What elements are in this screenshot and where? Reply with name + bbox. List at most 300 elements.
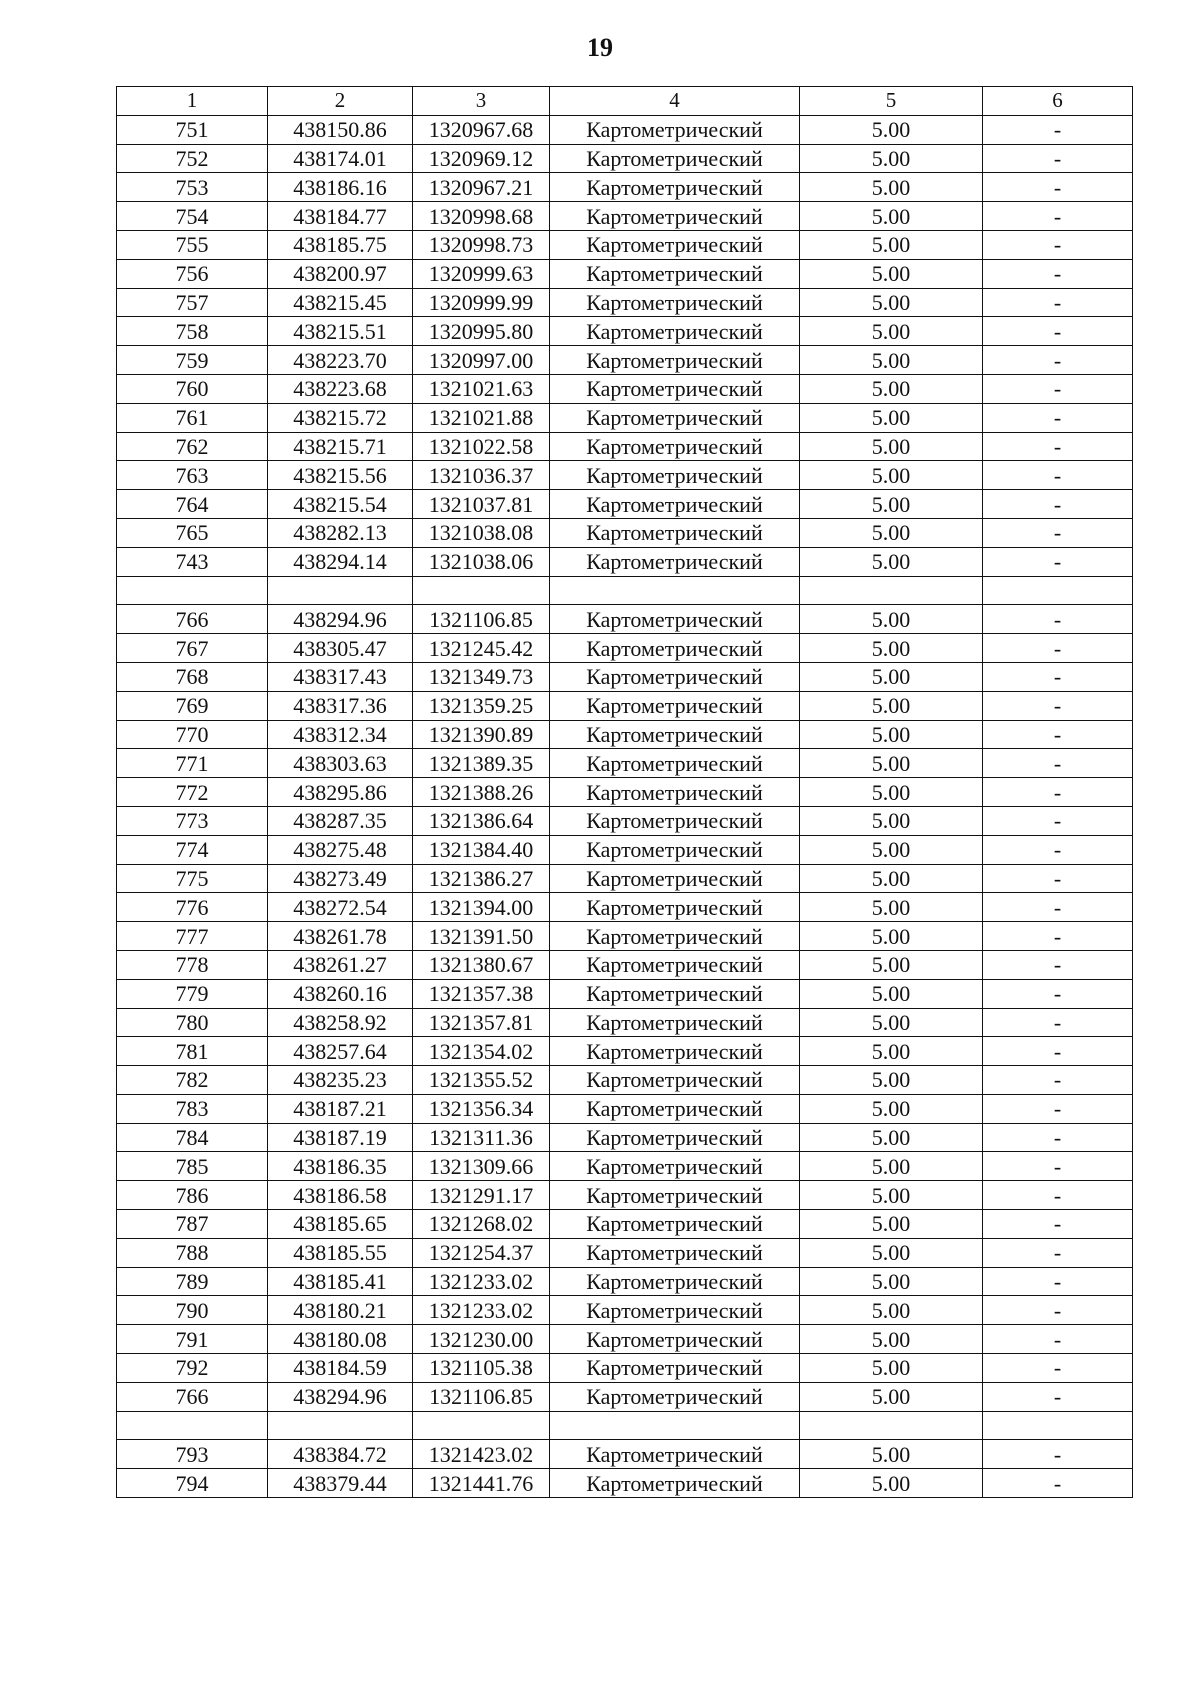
note-cell: - (983, 403, 1133, 432)
accuracy-cell: 5.00 (800, 749, 983, 778)
y-coordinate-cell: 1321291.17 (413, 1181, 550, 1210)
point-number-cell (117, 1411, 268, 1440)
method-cell: Картометрический (550, 1440, 800, 1469)
method-cell: Картометрический (550, 403, 800, 432)
y-coordinate-cell: 1321254.37 (413, 1238, 550, 1267)
method-cell: Картометрический (550, 979, 800, 1008)
note-cell: - (983, 1440, 1133, 1469)
table-row (117, 1382, 1133, 1411)
table-row (117, 950, 1133, 979)
y-coordinate-cell: 1321309.66 (413, 1152, 550, 1181)
point-number-cell: 770 (117, 720, 268, 749)
point-number-cell: 761 (117, 403, 268, 432)
x-coordinate-cell: 438215.54 (268, 490, 413, 519)
accuracy-cell: 5.00 (800, 1210, 983, 1239)
accuracy-cell: 5.00 (800, 317, 983, 346)
table-row (117, 922, 1133, 951)
y-coordinate-cell: 1321106.85 (413, 1382, 550, 1411)
x-coordinate-cell: 438294.96 (268, 1382, 413, 1411)
note-cell: - (983, 605, 1133, 634)
x-coordinate-cell: 438317.43 (268, 662, 413, 691)
table-row (117, 547, 1133, 576)
accuracy-cell: 5.00 (800, 893, 983, 922)
header-row (117, 87, 1133, 116)
x-coordinate-cell: 438187.21 (268, 1094, 413, 1123)
note-cell: - (983, 806, 1133, 835)
y-coordinate-cell: 1321356.34 (413, 1094, 550, 1123)
method-cell: Картометрический (550, 1238, 800, 1267)
x-coordinate-cell: 438282.13 (268, 518, 413, 547)
y-coordinate-cell: 1321230.00 (413, 1325, 550, 1354)
x-coordinate-cell: 438223.70 (268, 346, 413, 375)
point-number-cell: 753 (117, 173, 268, 202)
point-number-cell: 791 (117, 1325, 268, 1354)
note-cell: - (983, 662, 1133, 691)
point-number-cell: 760 (117, 374, 268, 403)
accuracy-cell: 5.00 (800, 403, 983, 432)
method-cell: Картометрический (550, 1469, 800, 1498)
accuracy-cell: 5.00 (800, 691, 983, 720)
note-cell: - (983, 1325, 1133, 1354)
note-cell: - (983, 1238, 1133, 1267)
point-number-cell: 756 (117, 259, 268, 288)
x-coordinate-cell: 438261.78 (268, 922, 413, 951)
accuracy-cell (800, 576, 983, 605)
x-coordinate-cell: 438294.14 (268, 547, 413, 576)
y-coordinate-cell: 1320969.12 (413, 144, 550, 173)
method-cell: Картометрический (550, 490, 800, 519)
method-cell: Картометрический (550, 461, 800, 490)
accuracy-cell: 5.00 (800, 950, 983, 979)
method-cell (550, 1411, 800, 1440)
table-row (117, 1325, 1133, 1354)
point-number-cell: 754 (117, 202, 268, 231)
table-row (117, 374, 1133, 403)
accuracy-cell: 5.00 (800, 1008, 983, 1037)
table-row (117, 230, 1133, 259)
x-coordinate-cell (268, 1411, 413, 1440)
x-coordinate-cell: 438272.54 (268, 893, 413, 922)
y-coordinate-cell: 1321380.67 (413, 950, 550, 979)
y-coordinate-cell: 1321359.25 (413, 691, 550, 720)
point-number-cell: 769 (117, 691, 268, 720)
x-coordinate-cell: 438275.48 (268, 835, 413, 864)
accuracy-cell: 5.00 (800, 432, 983, 461)
method-cell: Картометрический (550, 317, 800, 346)
accuracy-cell: 5.00 (800, 490, 983, 519)
accuracy-cell: 5.00 (800, 979, 983, 1008)
note-cell: - (983, 432, 1133, 461)
y-coordinate-cell: 1320995.80 (413, 317, 550, 346)
note-cell: - (983, 115, 1133, 144)
accuracy-cell: 5.00 (800, 230, 983, 259)
y-coordinate-cell: 1320997.00 (413, 346, 550, 375)
x-coordinate-cell: 438215.72 (268, 403, 413, 432)
method-cell: Картометрический (550, 662, 800, 691)
point-number-cell: 771 (117, 749, 268, 778)
table-row (117, 1440, 1133, 1469)
table-row (117, 634, 1133, 663)
method-cell: Картометрический (550, 1066, 800, 1095)
point-number-cell: 794 (117, 1469, 268, 1498)
note-cell: - (983, 979, 1133, 1008)
note-cell: - (983, 259, 1133, 288)
note-cell: - (983, 1267, 1133, 1296)
y-coordinate-cell: 1321391.50 (413, 922, 550, 951)
note-cell: - (983, 1382, 1133, 1411)
x-coordinate-cell: 438186.16 (268, 173, 413, 202)
table-row (117, 1469, 1133, 1498)
x-coordinate-cell: 438303.63 (268, 749, 413, 778)
method-cell: Картометрический (550, 1094, 800, 1123)
coordinates-table (116, 86, 1133, 1498)
method-cell: Картометрический (550, 835, 800, 864)
column-header-6: 6 (983, 87, 1133, 116)
x-coordinate-cell: 438273.49 (268, 864, 413, 893)
method-cell: Картометрический (550, 634, 800, 663)
y-coordinate-cell: 1320999.63 (413, 259, 550, 288)
x-coordinate-cell: 438305.47 (268, 634, 413, 663)
point-number-cell (117, 576, 268, 605)
accuracy-cell: 5.00 (800, 662, 983, 691)
point-number-cell: 788 (117, 1238, 268, 1267)
table-row (117, 202, 1133, 231)
table-row (117, 1210, 1133, 1239)
note-cell: - (983, 547, 1133, 576)
table-row (117, 1354, 1133, 1383)
table-row (117, 288, 1133, 317)
point-number-cell: 762 (117, 432, 268, 461)
method-cell: Картометрический (550, 1354, 800, 1383)
y-coordinate-cell: 1321233.02 (413, 1296, 550, 1325)
accuracy-cell: 5.00 (800, 1123, 983, 1152)
table-body (117, 115, 1133, 1497)
note-cell: - (983, 864, 1133, 893)
method-cell (550, 576, 800, 605)
accuracy-cell: 5.00 (800, 835, 983, 864)
y-coordinate-cell (413, 1411, 550, 1440)
y-coordinate-cell: 1321384.40 (413, 835, 550, 864)
point-number-cell: 766 (117, 1382, 268, 1411)
note-cell: - (983, 1354, 1133, 1383)
y-coordinate-cell: 1321038.08 (413, 518, 550, 547)
y-coordinate-cell: 1321357.81 (413, 1008, 550, 1037)
note-cell: - (983, 230, 1133, 259)
note-cell: - (983, 1469, 1133, 1498)
y-coordinate-cell: 1320998.68 (413, 202, 550, 231)
y-coordinate-cell: 1321268.02 (413, 1210, 550, 1239)
table-row (117, 144, 1133, 173)
accuracy-cell: 5.00 (800, 1267, 983, 1296)
x-coordinate-cell: 438215.56 (268, 461, 413, 490)
y-coordinate-cell: 1321423.02 (413, 1440, 550, 1469)
note-cell: - (983, 317, 1133, 346)
y-coordinate-cell: 1321106.85 (413, 605, 550, 634)
y-coordinate-cell: 1321036.37 (413, 461, 550, 490)
x-coordinate-cell: 438215.71 (268, 432, 413, 461)
table-row (117, 173, 1133, 202)
x-coordinate-cell: 438174.01 (268, 144, 413, 173)
table-row (117, 835, 1133, 864)
table-row (117, 749, 1133, 778)
y-coordinate-cell: 1321021.63 (413, 374, 550, 403)
method-cell: Картометрический (550, 202, 800, 231)
y-coordinate-cell: 1321311.36 (413, 1123, 550, 1152)
table-row (117, 1037, 1133, 1066)
note-cell: - (983, 144, 1133, 173)
x-coordinate-cell: 438186.35 (268, 1152, 413, 1181)
table-row (117, 893, 1133, 922)
note-cell: - (983, 1094, 1133, 1123)
point-number-cell: 786 (117, 1181, 268, 1210)
table-row (117, 115, 1133, 144)
table-row (117, 1181, 1133, 1210)
method-cell: Картометрический (550, 144, 800, 173)
accuracy-cell: 5.00 (800, 518, 983, 547)
method-cell: Картометрический (550, 1181, 800, 1210)
method-cell: Картометрический (550, 346, 800, 375)
table-row (117, 864, 1133, 893)
y-coordinate-cell: 1321037.81 (413, 490, 550, 519)
table-row (117, 1152, 1133, 1181)
y-coordinate-cell: 1320998.73 (413, 230, 550, 259)
y-coordinate-cell: 1321038.06 (413, 547, 550, 576)
x-coordinate-cell (268, 576, 413, 605)
method-cell: Картометрический (550, 115, 800, 144)
y-coordinate-cell: 1321105.38 (413, 1354, 550, 1383)
note-cell: - (983, 922, 1133, 951)
method-cell: Картометрический (550, 259, 800, 288)
point-number-cell: 751 (117, 115, 268, 144)
accuracy-cell: 5.00 (800, 144, 983, 173)
accuracy-cell: 5.00 (800, 806, 983, 835)
table-row (117, 1238, 1133, 1267)
method-cell: Картометрический (550, 432, 800, 461)
accuracy-cell: 5.00 (800, 1037, 983, 1066)
table-row (117, 1066, 1133, 1095)
x-coordinate-cell: 438185.55 (268, 1238, 413, 1267)
point-number-cell: 783 (117, 1094, 268, 1123)
accuracy-cell: 5.00 (800, 115, 983, 144)
point-number-cell: 764 (117, 490, 268, 519)
y-coordinate-cell: 1321357.38 (413, 979, 550, 1008)
x-coordinate-cell: 438312.34 (268, 720, 413, 749)
table-row (117, 518, 1133, 547)
accuracy-cell: 5.00 (800, 1238, 983, 1267)
table-row (117, 317, 1133, 346)
table-row (117, 1094, 1133, 1123)
y-coordinate-cell: 1320967.68 (413, 115, 550, 144)
note-cell: - (983, 1037, 1133, 1066)
table-row (117, 662, 1133, 691)
y-coordinate-cell: 1321386.27 (413, 864, 550, 893)
note-cell: - (983, 1008, 1133, 1037)
method-cell: Картометрический (550, 230, 800, 259)
point-number-cell: 780 (117, 1008, 268, 1037)
point-number-cell: 743 (117, 547, 268, 576)
note-cell (983, 576, 1133, 605)
accuracy-cell: 5.00 (800, 1296, 983, 1325)
x-coordinate-cell: 438384.72 (268, 1440, 413, 1469)
table-header (117, 87, 1133, 116)
point-number-cell: 789 (117, 1267, 268, 1296)
table-row (117, 1267, 1133, 1296)
y-coordinate-cell: 1320967.21 (413, 173, 550, 202)
note-cell: - (983, 778, 1133, 807)
accuracy-cell (800, 1411, 983, 1440)
column-header-5: 5 (800, 87, 983, 116)
column-header-4: 4 (550, 87, 800, 116)
method-cell: Картометрический (550, 1152, 800, 1181)
table-row (117, 1411, 1133, 1440)
note-cell: - (983, 893, 1133, 922)
point-number-cell: 773 (117, 806, 268, 835)
note-cell: - (983, 518, 1133, 547)
note-cell: - (983, 1123, 1133, 1152)
y-coordinate-cell: 1321022.58 (413, 432, 550, 461)
accuracy-cell: 5.00 (800, 634, 983, 663)
accuracy-cell: 5.00 (800, 173, 983, 202)
method-cell: Картометрический (550, 1037, 800, 1066)
accuracy-cell: 5.00 (800, 461, 983, 490)
method-cell: Картометрический (550, 691, 800, 720)
note-cell: - (983, 346, 1133, 375)
point-number-cell: 768 (117, 662, 268, 691)
accuracy-cell: 5.00 (800, 1469, 983, 1498)
y-coordinate-cell: 1321233.02 (413, 1267, 550, 1296)
accuracy-cell: 5.00 (800, 1354, 983, 1383)
note-cell: - (983, 749, 1133, 778)
point-number-cell: 785 (117, 1152, 268, 1181)
table-row (117, 403, 1133, 432)
point-number-cell: 790 (117, 1296, 268, 1325)
table-row (117, 979, 1133, 1008)
table-row (117, 461, 1133, 490)
method-cell: Картометрический (550, 893, 800, 922)
method-cell: Картометрический (550, 288, 800, 317)
y-coordinate-cell: 1321390.89 (413, 720, 550, 749)
method-cell: Картометрический (550, 864, 800, 893)
table-row (117, 1123, 1133, 1152)
note-cell: - (983, 202, 1133, 231)
method-cell: Картометрический (550, 806, 800, 835)
y-coordinate-cell: 1321245.42 (413, 634, 550, 663)
x-coordinate-cell: 438185.65 (268, 1210, 413, 1239)
point-number-cell: 767 (117, 634, 268, 663)
accuracy-cell: 5.00 (800, 864, 983, 893)
method-cell: Картометрический (550, 374, 800, 403)
method-cell: Картометрический (550, 749, 800, 778)
x-coordinate-cell: 438184.77 (268, 202, 413, 231)
x-coordinate-cell: 438150.86 (268, 115, 413, 144)
point-number-cell: 752 (117, 144, 268, 173)
point-number-cell: 772 (117, 778, 268, 807)
accuracy-cell: 5.00 (800, 1440, 983, 1469)
accuracy-cell: 5.00 (800, 547, 983, 576)
table-row (117, 432, 1133, 461)
note-cell: - (983, 1210, 1133, 1239)
note-cell: - (983, 374, 1133, 403)
x-coordinate-cell: 438215.51 (268, 317, 413, 346)
x-coordinate-cell: 438185.41 (268, 1267, 413, 1296)
point-number-cell: 784 (117, 1123, 268, 1152)
point-number-cell: 774 (117, 835, 268, 864)
coordinates-table-container (116, 86, 1132, 1498)
point-number-cell: 792 (117, 1354, 268, 1383)
accuracy-cell: 5.00 (800, 1325, 983, 1354)
point-number-cell: 782 (117, 1066, 268, 1095)
note-cell: - (983, 1152, 1133, 1181)
x-coordinate-cell: 438180.08 (268, 1325, 413, 1354)
method-cell: Картометрический (550, 518, 800, 547)
note-cell: - (983, 634, 1133, 663)
accuracy-cell: 5.00 (800, 1382, 983, 1411)
table-row (117, 1008, 1133, 1037)
x-coordinate-cell: 438260.16 (268, 979, 413, 1008)
x-coordinate-cell: 438180.21 (268, 1296, 413, 1325)
method-cell: Картометрический (550, 950, 800, 979)
point-number-cell: 778 (117, 950, 268, 979)
y-coordinate-cell: 1321394.00 (413, 893, 550, 922)
table-row (117, 778, 1133, 807)
point-number-cell: 781 (117, 1037, 268, 1066)
accuracy-cell: 5.00 (800, 1094, 983, 1123)
table-row (117, 576, 1133, 605)
x-coordinate-cell: 438258.92 (268, 1008, 413, 1037)
point-number-cell: 757 (117, 288, 268, 317)
x-coordinate-cell: 438261.27 (268, 950, 413, 979)
point-number-cell: 755 (117, 230, 268, 259)
y-coordinate-cell: 1320999.99 (413, 288, 550, 317)
table-row (117, 259, 1133, 288)
point-number-cell: 787 (117, 1210, 268, 1239)
note-cell: - (983, 950, 1133, 979)
column-header-1: 1 (117, 87, 268, 116)
method-cell: Картометрический (550, 922, 800, 951)
x-coordinate-cell: 438235.23 (268, 1066, 413, 1095)
accuracy-cell: 5.00 (800, 346, 983, 375)
point-number-cell: 793 (117, 1440, 268, 1469)
note-cell: - (983, 1181, 1133, 1210)
note-cell: - (983, 288, 1133, 317)
x-coordinate-cell: 438184.59 (268, 1354, 413, 1383)
accuracy-cell: 5.00 (800, 778, 983, 807)
method-cell: Картометрический (550, 778, 800, 807)
accuracy-cell: 5.00 (800, 1181, 983, 1210)
point-number-cell: 776 (117, 893, 268, 922)
y-coordinate-cell: 1321355.52 (413, 1066, 550, 1095)
note-cell: - (983, 691, 1133, 720)
x-coordinate-cell: 438215.45 (268, 288, 413, 317)
x-coordinate-cell: 438287.35 (268, 806, 413, 835)
method-cell: Картометрический (550, 1210, 800, 1239)
note-cell: - (983, 490, 1133, 519)
point-number-cell: 779 (117, 979, 268, 1008)
accuracy-cell: 5.00 (800, 374, 983, 403)
note-cell (983, 1411, 1133, 1440)
method-cell: Картометрический (550, 173, 800, 202)
table-row (117, 806, 1133, 835)
note-cell: - (983, 1296, 1133, 1325)
method-cell: Картометрический (550, 1325, 800, 1354)
y-coordinate-cell: 1321386.64 (413, 806, 550, 835)
accuracy-cell: 5.00 (800, 720, 983, 749)
column-header-3: 3 (413, 87, 550, 116)
note-cell: - (983, 720, 1133, 749)
x-coordinate-cell: 438187.19 (268, 1123, 413, 1152)
note-cell: - (983, 835, 1133, 864)
y-coordinate-cell: 1321021.88 (413, 403, 550, 432)
